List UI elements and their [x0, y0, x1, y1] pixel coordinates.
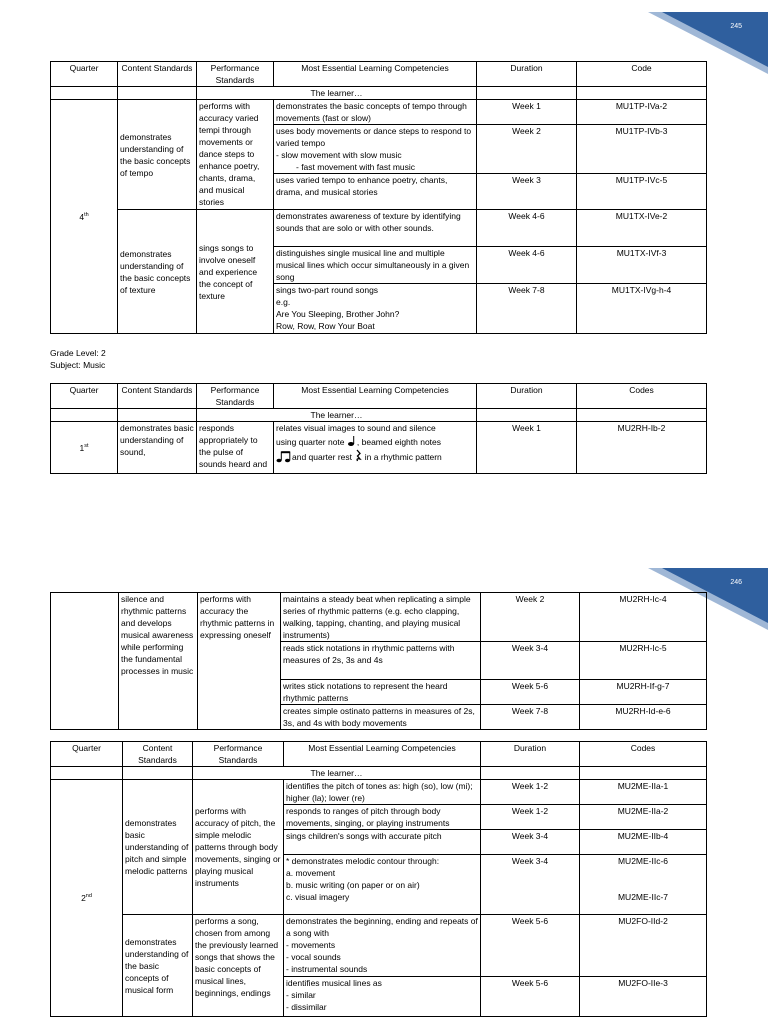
learner-label: The learner…	[197, 87, 477, 100]
code: MU2RH-Ib-2	[577, 422, 707, 474]
learner-label: The learner…	[193, 767, 481, 780]
competency: * demonstrates melodic contour through: a. movement b. music writing (on paper or on air) c. visual imagery	[284, 855, 481, 915]
code: MU2ME-IIa-2	[580, 805, 707, 830]
code: MU2ME-IIc-6 MU2ME-IIc-7	[580, 855, 707, 915]
code: MU2FO-IId-2	[580, 915, 707, 977]
competency: creates simple ostinato patterns in measures of 2s, 3s, and 4s with body movements	[281, 705, 481, 730]
table-grade2-q1	[50, 383, 707, 474]
duration: Week 3-4	[481, 855, 580, 915]
duration: Week 3-4	[481, 642, 580, 680]
page-gap	[0, 530, 768, 556]
header-competencies: Most Essential Learning Competencies	[274, 62, 477, 87]
performance-standard: performs with accuracy the rhythmic patterns in expressing oneself	[198, 593, 281, 730]
code: MU2RH-Id-e-6	[580, 705, 707, 730]
table-grade2-q2	[50, 741, 707, 1017]
quarter-cell: 4th	[51, 100, 118, 334]
beamed-eighth-notes-icon	[276, 450, 292, 463]
code: MU2ME-IIb-4	[580, 830, 707, 855]
code: MU2FO-IIe-3	[580, 977, 707, 1017]
duration: Week 4-6	[477, 210, 577, 247]
header-codes: Codes	[577, 384, 707, 409]
duration: Week 3-4	[481, 830, 580, 855]
page-number: 246	[730, 579, 742, 586]
code: MU1TP-IVb-3	[577, 125, 707, 174]
code: MU1TX-IVf-3	[577, 247, 707, 284]
header-content-standards: Content Standards	[118, 384, 197, 409]
content-standard: demonstrates understanding of the basic concepts of texture	[118, 210, 197, 334]
learner-row	[51, 409, 707, 422]
learner-row	[51, 87, 707, 100]
competency: demonstrates the beginning, ending and repeats of a song with - movements - vocal sounds - instrumental sounds	[284, 915, 481, 977]
competency: writes stick notations to represent the heard rhythmic patterns	[281, 680, 481, 705]
competency: uses varied tempo to enhance poetry, chants, drama, and musical stories	[274, 174, 477, 210]
duration: Week 1	[477, 100, 577, 125]
content-standard: silence and rhythmic patterns and develops musical awareness while performing the fundamental processes in music	[119, 593, 198, 730]
table-grade1-q4	[50, 61, 707, 334]
code: MU2ME-IIa-1	[580, 780, 707, 805]
duration: Week 4-6	[477, 247, 577, 284]
code: MU2RH-Ic-5	[580, 642, 707, 680]
learner-row	[51, 767, 707, 780]
competency: reads stick notations in rhythmic patterns with measures of 2s, 3s and 4s	[281, 642, 481, 680]
performance-standard: performs a song, chosen from among the previously learned songs that shows the basic concepts of musical lines, beginnings, endings	[193, 915, 284, 1017]
header-duration: Duration	[481, 742, 580, 767]
duration: Week 5-6	[481, 915, 580, 977]
competency: identifies the pitch of tones as: high (so), low (mi); higher (la); lower (re)	[284, 780, 481, 805]
header-performance-standards: Performance Standards	[193, 742, 284, 767]
code: MU2RH-Ic-4	[580, 593, 707, 642]
quarter-note-icon	[347, 435, 357, 447]
table-row	[51, 780, 707, 805]
header-competencies: Most Essential Learning Competencies	[284, 742, 481, 767]
table-row	[51, 100, 707, 125]
performance-standard: sings songs to involve oneself and experience the concept of texture	[197, 210, 274, 334]
header-quarter: Quarter	[51, 384, 118, 409]
competency: distinguishes single musical line and multiple musical lines which occur simultaneously in a given song	[274, 247, 477, 284]
quarter-rest-icon	[354, 449, 362, 462]
header-performance-standards: Performance Standards	[197, 62, 274, 87]
code: MU1TP-IVc-5	[577, 174, 707, 210]
competency: sings two-part round songs e.g. Are You Sleeping, Brother John? Row, Row, Row Your Boat	[274, 284, 477, 334]
code: MU2RH-If-g-7	[580, 680, 707, 705]
duration: Week 3	[477, 174, 577, 210]
quarter-cell: 1st	[51, 422, 118, 474]
page-number: 245	[730, 23, 742, 30]
table-grade2-q1-continued	[50, 592, 707, 730]
competency: responds to ranges of pitch through body movements, singing, or playing instruments	[284, 805, 481, 830]
quarter-cell: 2nd	[51, 780, 123, 1017]
header-quarter: Quarter	[51, 62, 118, 87]
code: MU1TP-IVa-2	[577, 100, 707, 125]
code: MU1TX-IVg-h-4	[577, 284, 707, 334]
table-header-row	[51, 742, 707, 767]
duration: Week 5-6	[481, 680, 580, 705]
learner-label: The learner…	[197, 409, 477, 422]
table-row	[51, 593, 707, 642]
header-code: Code	[577, 62, 707, 87]
subject: Subject: Music	[50, 360, 106, 370]
competency: identifies musical lines as - similar - dissimilar	[284, 977, 481, 1017]
header-competencies: Most Essential Learning Competencies	[274, 384, 477, 409]
competency: sings children's songs with accurate pitch	[284, 830, 481, 855]
header-performance-standards: Performance Standards	[197, 384, 274, 409]
page-246	[0, 556, 768, 1024]
duration: Week 1-2	[481, 780, 580, 805]
content-standard: demonstrates understanding of the basic concepts of tempo	[118, 100, 197, 210]
header-quarter: Quarter	[51, 742, 123, 767]
duration: Week 7-8	[477, 284, 577, 334]
competency: demonstrates the basic concepts of tempo through movements (fast or slow)	[274, 100, 477, 125]
code: MU1TX-IVe-2	[577, 210, 707, 247]
content-standard: demonstrates basic understanding of sound,	[118, 422, 197, 474]
performance-standard: responds appropriately to the pulse of sounds heard and	[197, 422, 274, 474]
header-codes: Codes	[580, 742, 707, 767]
duration: Week 2	[481, 593, 580, 642]
header-duration: Duration	[477, 384, 577, 409]
competency: maintains a steady beat when replicating a simple series of rhythmic patterns (e.g. echo clapping, walking, tapping, chanting, and playing musical instruments)	[281, 593, 481, 642]
competency: uses body movements or dance steps to respond to varied tempo - slow movement with slow music - fast movement with fast music	[274, 125, 477, 174]
table-header-row	[51, 384, 707, 409]
table-row	[51, 210, 707, 247]
quarter-cell	[51, 593, 119, 730]
header-content-standards: Content Standards	[118, 62, 197, 87]
duration: Week 1-2	[481, 805, 580, 830]
duration: Week 7-8	[481, 705, 580, 730]
performance-standard: performs with accuracy varied tempi through movements or dance steps to enhance poetry, chants, drama, and musical stories	[197, 100, 274, 210]
header-content-standards: Content Standards	[123, 742, 193, 767]
duration: Week 1	[477, 422, 577, 474]
header-duration: Duration	[477, 62, 577, 87]
grade-level: Grade Level: 2	[50, 348, 106, 358]
duration: Week 2	[477, 125, 577, 174]
competency: demonstrates awareness of texture by identifying sounds that are solo or with other sounds.	[274, 210, 477, 247]
table-row	[51, 915, 707, 977]
duration: Week 5-6	[481, 977, 580, 1017]
table-row	[51, 422, 707, 474]
competency: relates visual images to sound and silence using quarter note , beamed eighth notes and quarter rest in a rhythmic pattern	[274, 422, 477, 474]
table-header-row	[51, 62, 707, 87]
performance-standard: performs with accuracy of pitch, the simple melodic patterns through body movements, singing or playing musical instruments	[193, 780, 284, 915]
content-standard: demonstrates understanding of the basic concepts of musical form	[123, 915, 193, 1017]
content-standard: demonstrates basic understanding of pitch and simple melodic patterns	[123, 780, 193, 915]
